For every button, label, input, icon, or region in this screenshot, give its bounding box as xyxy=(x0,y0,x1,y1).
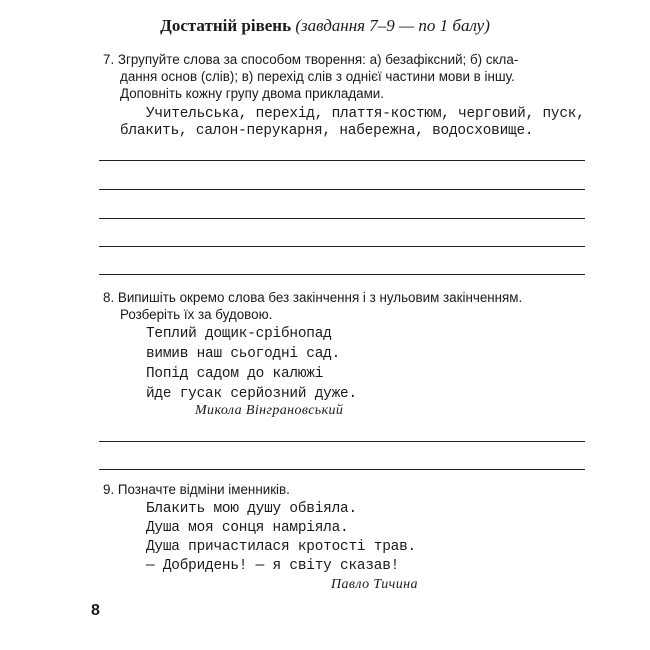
task9-line-1: 9. Позначте відміни іменників. xyxy=(103,482,290,497)
section-heading-subtitle: (завдання 7–9 — по 1 балу) xyxy=(295,16,490,35)
task8-line-2: Розберіть їх за будовою. xyxy=(120,307,273,322)
task7-answer-line-2[interactable] xyxy=(99,189,585,190)
task7-words-line-1: Учительська, перехід, плаття-костюм, черговий, пуск, xyxy=(146,106,585,122)
task8-author: Микола Вінграновський xyxy=(195,403,344,418)
task8-poem-line-4: йде гусак серйозний дуже. xyxy=(146,386,357,402)
task8-line-1: 8. Випишіть окремо слова без закінчення і з нульовим закінченням. xyxy=(103,290,523,305)
task7-answer-line-1[interactable] xyxy=(99,160,585,161)
task7-answer-line-5[interactable] xyxy=(99,274,585,275)
section-heading xyxy=(0,15,650,37)
task7-line-3: Доповніть кожну групу двома прикладами. xyxy=(120,86,385,101)
task8-answer-line-2[interactable] xyxy=(99,469,585,470)
task8-poem-line-1: Теплий дощик-срібнопад xyxy=(146,326,332,342)
task9-poem-line-3: Душа причастилася кротості трав. xyxy=(146,539,416,555)
task8-poem-line-2: вимив наш сьогодні сад. xyxy=(146,346,341,362)
task8-answer-line-1[interactable] xyxy=(99,441,585,442)
task9-poem-line-1: Блакить мою душу обвіяла. xyxy=(146,501,357,517)
task9-author: Павло Тичина xyxy=(331,577,418,592)
task7-words-line-2: блакить, салон-перукарня, набережна, водосховище. xyxy=(120,123,534,139)
task8-poem-line-3: Попід садом до калюжі xyxy=(146,366,324,382)
task7-answer-line-3[interactable] xyxy=(99,218,585,219)
task7-line-1: 7. Згрупуйте слова за способом творення: а) безафіксний; б) скла- xyxy=(103,52,519,67)
page-number: 8 xyxy=(91,602,100,619)
task9-poem-line-4: — Добридень! — я світу сказав! xyxy=(146,558,400,574)
task7-line-2: дання основ (слів); в) перехід слів з однієї частини мови в іншу. xyxy=(120,69,515,84)
section-heading-title: Достатній рівень xyxy=(160,16,292,35)
task9-poem-line-2: Душа моя сонця намріяла. xyxy=(146,520,349,536)
task7-answer-line-4[interactable] xyxy=(99,246,585,247)
